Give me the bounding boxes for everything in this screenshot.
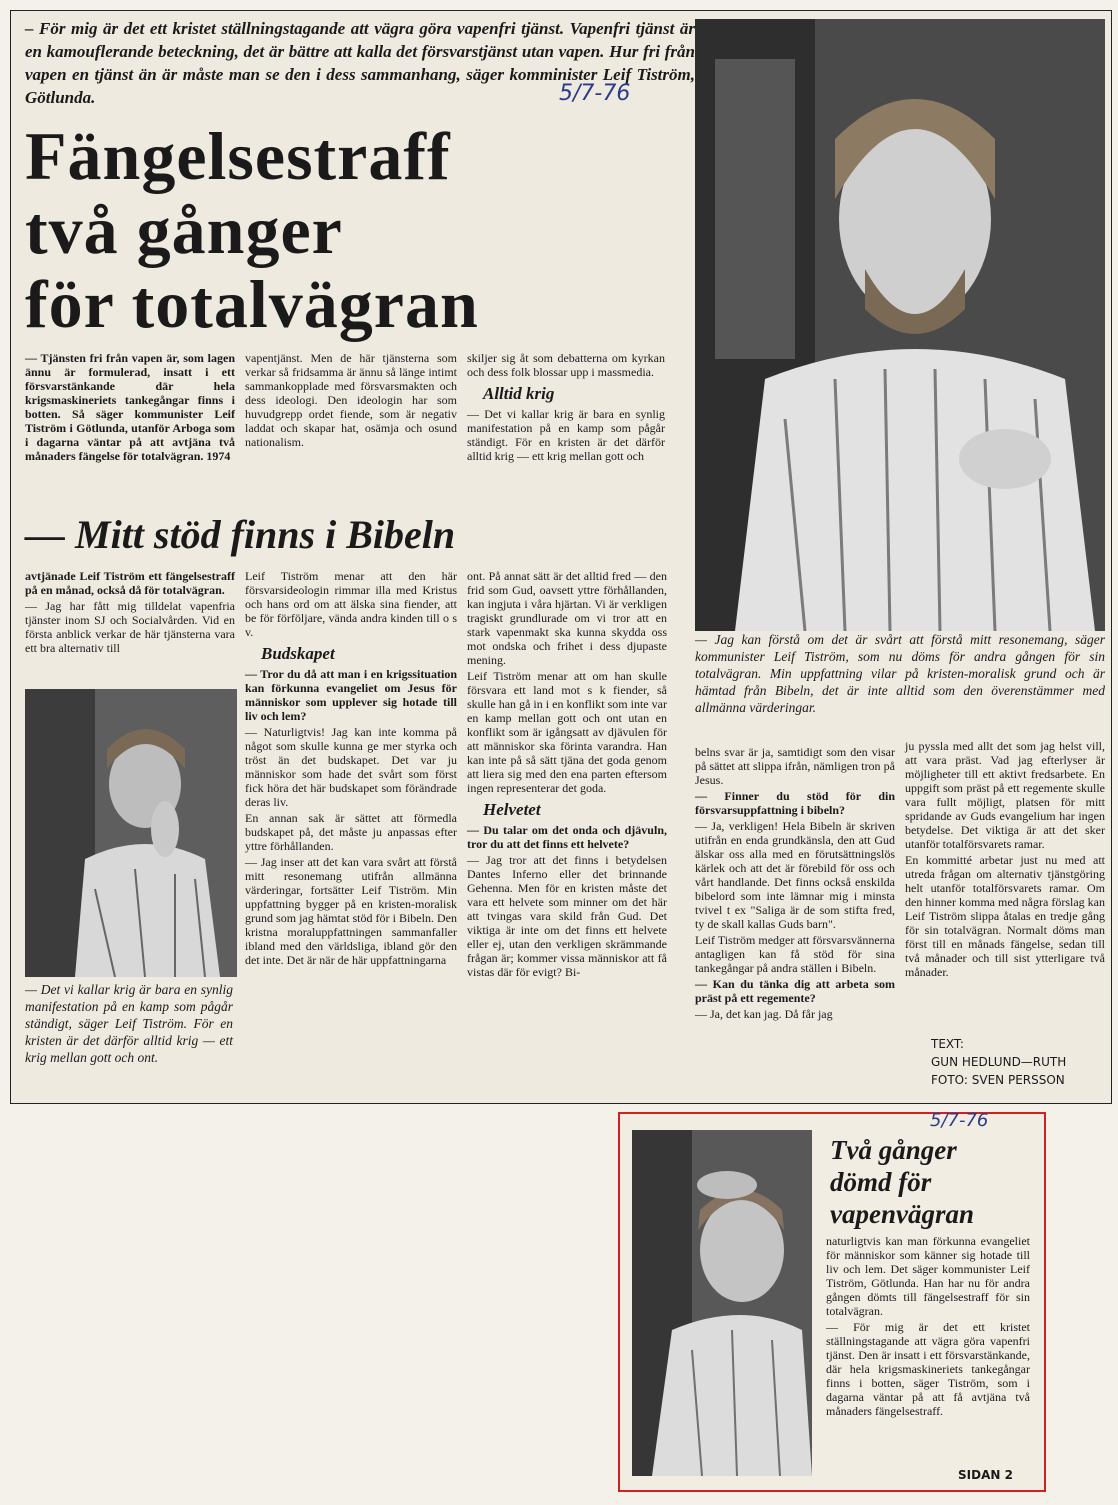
large-photo-caption: — Jag kan förstå om det är svårt att förstå mitt resonemang, säger kommunister Leif Tiström, som nu döms för andra gången för sin totalvägran. Min uppfattning vilar på kristen-moralisk grund och är hämtad från Bibeln, det är inte alltid som den överenstämmer med allmänna värderingar. [695, 632, 1105, 715]
body-column-4: belns svar är ja, samtidigt som den visar på sättet att slippa ifrån, nämligen tron på Jesus. — Finner du stöd för din försvarsuppfattning i bibeln? — Ja, verkligen! Hela Bibeln är skriven utifrån en enda grundkänsla, den att Gud älskar oss alla med en förutsättningslös kärlek och att det är förebild för oss och vårt handlande. Det finns också enskilda bibelord som inte lämnar mig i minsta tvivel t ex "Saliga är de som stifta fred, ty de skall kallas Guds barn". Leif Tiström medger att försvarsvännerna antagligen kan få stöd för sina tankegångar på andra ställen i Bibeln. — Kan du tänka dig att arbeta som präst på ett regemente? — Ja, det kan jag. Då får jag [695, 745, 895, 1021]
small-photo-caption: — Det vi kallar krig är bara en synlig manifestation på en kamp som pågår ständigt, säger Leif Tiström. För en kristen är det därför alltid krig — ett krig mellan gott och ont. [25, 982, 233, 1065]
newspaper-clipping-main [10, 10, 1112, 1104]
subhead-budskapet: Budskapet [261, 644, 335, 663]
newspaper-clipping-second [618, 1112, 1046, 1492]
headline-line-1: Fängelsestraff [25, 118, 451, 194]
subhead-alltid-krig: Alltid krig [483, 384, 555, 403]
subheadline: — Mitt stöd finns i Bibeln [25, 512, 456, 557]
intro-column-2: vapentjänst. Men de här tjänsterna som verkar så fridsamma är ännu så länge intimt sammankopplade med försvarsmakten och dess ideologi. Den ideologin har som huvudgrepp ordet fiende, som är negativ laddat och skapar hat, osämja och osund nationalism. [245, 351, 457, 449]
second-body: naturligtvis kan man förkunna evangeliet för människor som känner sig hotade till liv och lem. Det säger kommunister Leif Tiström, Götlunda. Han har nu för andra gången dömts till fängelsestraff för sin totalvägran. — För mig är det ett kristet ställningstagande att vägra göra vapenfri tjänst. Den är insatt i ett försvarstänkande, där hela krigsmaskineriets tankegångar finns i botten, säger Tiström, som i dagarna väntar på att få avtjäna två månaders fängelsestraff. [826, 1234, 1030, 1418]
handwritten-date: 5/7-76 [559, 81, 631, 106]
second-headline-line-1: Två gånger [830, 1135, 957, 1165]
portrait-illustration [25, 689, 237, 977]
page-label: SIDAN 2 [958, 1468, 1013, 1482]
lead-paragraph: – För mig är det ett kristet ställningstagande att vägra göra vapenfri tjänst. Vapenfri tjänst är en kamouflerande beteckning, det är bättre att kalla det försvarstjänst utan vapen. Hur fri från vapen en tjänst än är måste man se den i dess sammanhang, säger komminister Leif Tiström, Götlunda. [25, 19, 695, 107]
intro-column-3: skiljer sig åt som debatterna om kyrkan och dess folk blossar upp i massmedia. Alltid krig — Det vi kallar krig är bara en synlig manifestation på en kamp som pågår ständigt. För en kristen är det därför alltid krig — ett krig mellan gott och [467, 351, 665, 463]
body-column-5: ju pyssla med allt det som jag helst vill, att vara präst. Vad jag efterlyser är möjligheter till ett aktivt fredsarbete. En uppgift som präst på ett regemente skulle vara fullt möjligt, platsen för mitt spridande av Guds evangelium har ingen betydelse. Det viktiga är att det sker utanför totalförsvarets ramar. En kommitté arbetar just nu med att utreda frågan om alternativ tjänstgöring helt utanför totalförsvarets ramar. Om den hinner komma med några förslag kan Leif Tiström slippa åtalas en tredje gång för sin totalvägran. Normalt döms man först till en månads fängelse, sedan till två månader och till sist ytterligare två månader. [905, 739, 1105, 979]
second-portrait-photo [632, 1130, 812, 1476]
body-column-3: ont. På annat sätt är det alltid fred — den frid som Gud, oavsett yttre förhållanden, kan ingjuta i våra hjärtan. Vi är verkligen tragiskt grundlurade om vi tror att en stark vapenmakt ska kunna skydda oss mot ondska och frihet i dess djupaste mening. Leif Tiström menar att om han skulle försvara ett land mot s k fiender, så skulle han gå in i en konflikt som inte var en kamp mellan gott och ont utan en konflikt som är igångsatt av djävulen för att människor ska förinta varandra. Han kan inte på så sätt tjäna det goda genom att liera sig med den ena parten eftersom ingen representerar det goda. Helvetet — Du talar om det onda och djävuln, tror du att det finns ett helvete? — Jag tror att det finns i betydelsen Dantes Inferno eller det brinnande Gehenna. Men för en kristen måste det vara ett helvete som minner om det här att tvingas vara skild från Gud. Det viktiga är inte om det finns ett helvete eller ej, utan den verkligen skrämmande frågan är; kommer vissa människor att få vistas där för evigt? Bi- [467, 569, 667, 979]
portrait-illustration-large [695, 19, 1105, 631]
portrait-illustration-second [632, 1130, 812, 1476]
headline-line-3: för totalvägran [25, 266, 479, 342]
credit-photo: FOTO: SVEN PERSSON [931, 1073, 1065, 1087]
credit-text-label: TEXT: [931, 1037, 964, 1051]
credit-text-names: GUN HEDLUND—RUTH [931, 1055, 1067, 1069]
second-headline-line-2: dömd för [830, 1167, 932, 1197]
body-column-2: Leif Tiström menar att den här försvarsideologin rimmar illa med Kristus och hans ord om att älska sina fiender, att be för förföljare, vända andra kinden till o s v. Budskapet — Tror du då att man i en krigssituation kan förkunna evangeliet om Jesus för människor som upplever sig hotade till liv och lem? — Naturligtvis! Jag kan inte komma på något som skulle kunna ge mer styrka och tröst än det budskapet. Det var ju människor som hade det svårt som först fick höra det här budskapet som förändrade deras liv. En annan sak är sättet att förmedla budskapet på, det måste ju anpassas efter yttre förhållanden. — Jag inser att det kan vara svårt att förstå mitt resonemang utifrån allmänna värderingar, fortsätter Leif Tiström. Min uppfattning bygger på en kristen-moralisk grund som jag hämtat stöd för i Bibeln. Den kristna moraluppfattningen sammanfaller ibland med den världsliga, ibland gör den det inte. Det är när de här uppfattningarna [245, 569, 457, 967]
intro-column-1: — Tjänsten fri från vapen är, som lagen ännu är formulerad, insatt i ett försvarstänkande där hela krigsmaskineriets tankegångar finns i botten. Så säger kommunister Leif Tiström i Götlunda, utanför Arboga som i dagarna väntar på att avtjäna två månaders fängelse för totalvägran. 1974 [25, 351, 235, 463]
body-column-1: avtjänade Leif Tiström ett fängelsestraff på en månad, också då för totalvägran. — Jag har fått mig tilldelat vapenfria tjänster inom SJ och Socialvården. Vid en första anblick verkar de här tjänsterna vara ett bra alternativ till [25, 569, 235, 655]
headline [25, 119, 695, 341]
headline-line-2: två gånger [25, 192, 343, 268]
subhead-helvetet: Helvetet [483, 800, 541, 819]
second-headline [830, 1134, 1036, 1230]
large-portrait-photo [695, 19, 1105, 631]
second-handwritten-date: 5/7-76 [930, 1110, 989, 1131]
second-headline-line-3: vapenvägran [830, 1199, 974, 1229]
small-portrait-photo [25, 689, 237, 977]
credits [931, 1035, 1109, 1089]
